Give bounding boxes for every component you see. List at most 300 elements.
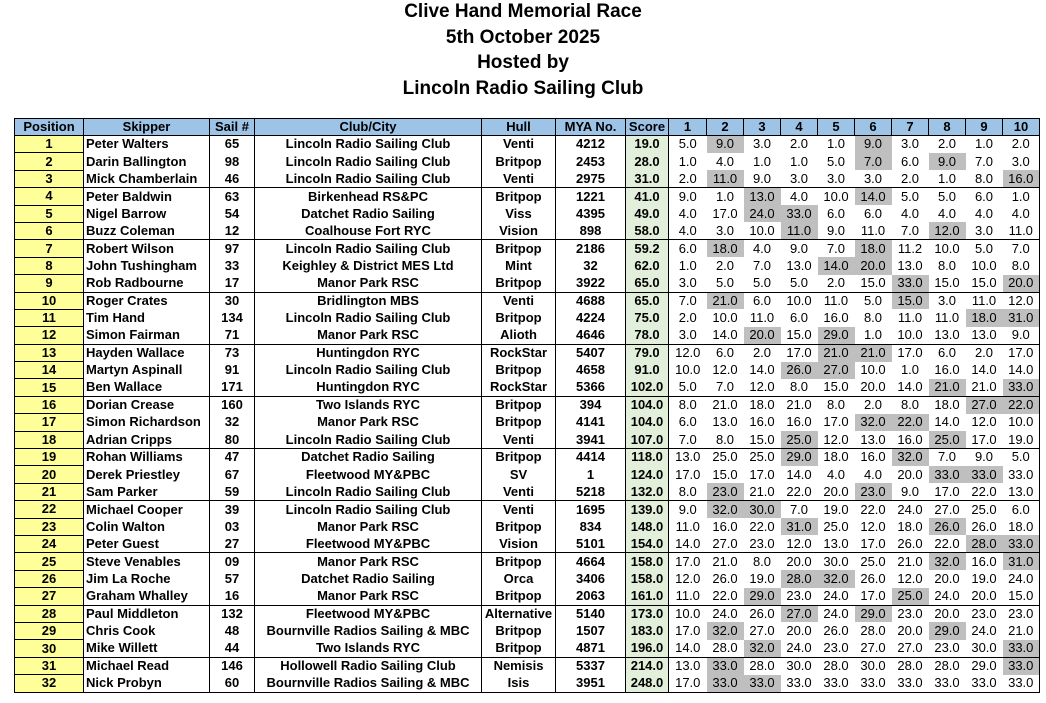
race-8-cell: 21.0 [929, 379, 966, 396]
race-7-cell: 1.0 [900, 362, 920, 378]
race-3-cell: 20.0 [744, 327, 781, 344]
table-row [15, 275, 1040, 292]
race-3-cell: 16.0 [749, 414, 775, 430]
hull-cell: Britpop [482, 414, 556, 431]
race-10-cell: 18.0 [1003, 518, 1040, 535]
race-2-cell: 33.0 [707, 657, 744, 674]
race-4-cell: 20.0 [786, 623, 812, 639]
race-8-cell: 10.0 [934, 240, 960, 256]
score-cell: 158.0 [626, 553, 669, 570]
race-6-cell: 26.0 [860, 570, 886, 586]
race-5-cell: 29.0 [818, 327, 855, 344]
hull-cell: Britpop [482, 396, 556, 413]
race-4-cell: 17.0 [786, 345, 812, 361]
race-9-cell: 8.0 [966, 170, 1003, 187]
race-6-cell: 28.0 [860, 623, 886, 639]
race-4-cell: 15.0 [781, 327, 818, 344]
table-row [15, 518, 1040, 535]
score-cell: 65.0 [626, 275, 669, 292]
table-row [15, 449, 1040, 466]
race-2-cell: 32.0 [707, 622, 744, 639]
race-2-cell: 26.0 [712, 570, 738, 586]
score-cell: 161.0 [626, 588, 669, 605]
race-4-cell: 3.0 [781, 170, 818, 187]
skipper-cell: Chris Cook [84, 622, 210, 639]
race-5-cell: 17.0 [823, 414, 849, 430]
race-5-cell: 14.0 [818, 257, 855, 274]
sail-cell: 73 [210, 344, 255, 361]
table-row [15, 570, 1040, 587]
mya-cell: 1507 [556, 622, 626, 639]
race-5-cell: 12.0 [818, 431, 855, 448]
score-cell: 173.0 [626, 605, 669, 622]
race-6-cell: 11.0 [855, 222, 892, 239]
hull-cell: Venti [482, 501, 556, 518]
race-2-cell: 10.0 [712, 310, 738, 326]
race-10-cell: 6.0 [1003, 501, 1040, 518]
race-1-cell: 5.0 [669, 379, 707, 396]
race-9-cell: 4.0 [974, 205, 994, 221]
skipper-cell: Nigel Barrow [84, 205, 210, 222]
race-9-cell: 22.0 [966, 483, 1003, 500]
race-6-cell: 21.0 [855, 344, 892, 361]
race-4-cell: 30.0 [786, 658, 812, 674]
hull-cell: Vision [482, 222, 556, 239]
race-8-cell: 33.0 [929, 675, 966, 692]
race-3-cell: 9.0 [744, 170, 781, 187]
table-row [15, 466, 1040, 483]
race-1-cell: 3.0 [669, 327, 707, 344]
mya-cell: 4871 [556, 640, 626, 657]
race-6-cell: 18.0 [855, 240, 892, 257]
club-cell: Lincoln Radio Sailing Club [255, 240, 482, 257]
hull-cell: Britpop [482, 153, 556, 170]
race-6-cell: 20.0 [855, 379, 892, 396]
race-4-cell: 9.0 [789, 240, 809, 256]
race-9-cell: 6.0 [974, 188, 994, 204]
race-10-cell: 24.0 [1003, 570, 1040, 587]
race-6-cell: 7.0 [855, 153, 892, 170]
hull-cell: Alioth [482, 327, 556, 344]
skipper-cell: Simon Richardson [84, 414, 210, 431]
race-1-cell: 2.0 [669, 170, 707, 187]
race-8-cell: 33.0 [929, 466, 966, 483]
race-7-cell: 13.0 [897, 257, 923, 273]
skipper-cell: Buzz Coleman [84, 222, 210, 239]
race-4-cell: 2.0 [789, 136, 809, 152]
header-race-10: 10 [1003, 119, 1040, 136]
score-cell: 196.0 [626, 640, 669, 657]
race-10-cell: 13.0 [1003, 483, 1040, 500]
race-2-cell: 21.0 [712, 553, 738, 569]
score-cell: 183.0 [626, 622, 669, 639]
skipper-cell: Peter Baldwin [84, 188, 210, 205]
race-5-cell: 9.0 [818, 222, 855, 239]
mya-cell: 4658 [556, 362, 626, 379]
score-cell: 154.0 [626, 535, 669, 552]
sail-cell: 134 [210, 309, 255, 326]
race-10-cell: 3.0 [1003, 153, 1040, 170]
race-9-cell: 33.0 [966, 675, 1003, 692]
header-race-5: 5 [818, 119, 855, 136]
race-5-cell: 32.0 [818, 570, 855, 587]
race-3-cell: 12.0 [744, 379, 781, 396]
race-4-cell: 26.0 [781, 362, 818, 379]
club-cell: Fleetwood MY&PBC [255, 466, 482, 483]
score-cell: 59.2 [626, 240, 669, 257]
position-cell: 32 [15, 675, 84, 692]
position-cell: 26 [15, 570, 84, 587]
mya-cell: 4646 [556, 327, 626, 344]
skipper-cell: Martyn Aspinall [84, 362, 210, 379]
hull-cell: Britpop [482, 275, 556, 292]
score-cell: 31.0 [626, 170, 669, 187]
mya-cell: 1 [556, 466, 626, 483]
position-cell: 25 [15, 553, 84, 570]
race-5-cell: 23.0 [818, 640, 855, 657]
mya-cell: 4664 [556, 553, 626, 570]
race-9-cell: 10.0 [971, 257, 997, 273]
race-1-cell: 14.0 [669, 640, 707, 657]
club-cell: Manor Park RSC [255, 553, 482, 570]
score-cell: 124.0 [626, 466, 669, 483]
table-row [15, 153, 1040, 170]
sail-cell: 160 [210, 396, 255, 413]
race-1-cell: 7.0 [678, 292, 697, 308]
score-cell: 158.0 [626, 570, 669, 587]
race-4-cell: 16.0 [786, 414, 812, 430]
skipper-cell: Sam Parker [84, 483, 210, 500]
race-7-cell: 18.0 [897, 518, 923, 534]
table-row [15, 553, 1040, 570]
race-8-cell: 23.0 [929, 640, 966, 657]
table-row [15, 588, 1040, 605]
race-4-cell: 27.0 [781, 605, 818, 622]
hull-cell: Isis [482, 675, 556, 692]
club-cell: Keighley & District MES Ltd [255, 257, 482, 274]
race-7-cell: 14.0 [892, 379, 929, 396]
race-7-cell: 20.0 [897, 466, 923, 482]
race-7-cell: 8.0 [900, 397, 920, 413]
skipper-cell: Rohan Williams [84, 449, 210, 466]
club-cell: Birkenhead RS&PC [255, 188, 482, 205]
sail-cell: 17 [210, 275, 255, 292]
club-cell: Manor Park RSC [255, 327, 482, 344]
score-cell: 132.0 [626, 483, 669, 500]
race-6-cell: 15.0 [855, 275, 892, 292]
race-7-cell: 20.0 [897, 623, 923, 639]
race-3-cell: 30.0 [744, 501, 781, 518]
race-7-cell: 5.0 [900, 188, 920, 204]
club-cell: Datchet Radio Sailing [255, 570, 482, 587]
sail-cell: 63 [210, 188, 255, 205]
race-6-cell: 17.0 [855, 535, 892, 552]
position-cell: 24 [15, 535, 84, 552]
sail-cell: 60 [210, 675, 255, 692]
mya-cell: 4414 [556, 449, 626, 466]
club-cell: Lincoln Radio Sailing Club [255, 309, 482, 326]
race-10-cell: 10.0 [1003, 414, 1040, 431]
mya-cell: 3941 [556, 431, 626, 448]
race-1-cell: 4.0 [678, 205, 697, 221]
race-8-cell: 1.0 [929, 170, 966, 187]
race-7-cell: 7.0 [892, 222, 929, 239]
hull-cell: Vision [482, 535, 556, 552]
position-cell: 3 [15, 170, 84, 187]
race-5-cell: 30.0 [823, 553, 849, 569]
race-3-cell: 27.0 [749, 623, 775, 639]
race-10-cell: 14.0 [1003, 362, 1040, 379]
race-2-cell: 7.0 [707, 379, 744, 396]
race-4-cell: 1.0 [789, 153, 809, 169]
score-cell: 139.0 [626, 501, 669, 518]
mya-cell: 1221 [556, 188, 626, 205]
race-9-cell: 33.0 [966, 466, 1003, 483]
score-cell: 102.0 [626, 379, 669, 396]
score-cell: 75.0 [626, 309, 669, 326]
mya-cell: 834 [556, 518, 626, 535]
position-cell: 11 [15, 309, 84, 326]
race-2-cell: 33.0 [707, 675, 744, 692]
race-4-cell: 29.0 [781, 449, 818, 466]
race-2-cell: 27.0 [707, 535, 744, 552]
club-cell: Lincoln Radio Sailing Club [255, 483, 482, 500]
race-5-cell: 21.0 [818, 344, 855, 361]
title-line-2: 5th October 2025 [445, 26, 601, 48]
race-9-cell: 14.0 [971, 362, 997, 378]
hull-cell: Britpop [482, 449, 556, 466]
table-row [15, 257, 1040, 274]
race-5-cell: 28.0 [823, 658, 849, 674]
skipper-cell: Adrian Cripps [84, 431, 210, 448]
mya-cell: 5140 [556, 605, 626, 622]
race-8-cell: 8.0 [937, 257, 957, 273]
race-6-cell: 30.0 [860, 658, 886, 674]
position-cell: 4 [15, 188, 84, 205]
position-cell: 30 [15, 640, 84, 657]
hull-cell: Britpop [482, 240, 556, 257]
race-3-cell: 21.0 [744, 483, 781, 500]
sail-cell: 47 [210, 449, 255, 466]
sail-cell: 132 [210, 605, 255, 622]
race-5-cell: 11.0 [823, 292, 849, 308]
race-9-cell: 25.0 [971, 501, 997, 517]
race-8-cell: 24.0 [929, 588, 966, 605]
race-5-cell: 20.0 [818, 483, 855, 500]
race-10-cell: 2.0 [1003, 136, 1040, 153]
race-9-cell: 27.0 [966, 396, 1003, 413]
race-5-cell: 24.0 [823, 605, 849, 621]
race-2-cell: 12.0 [712, 362, 738, 378]
skipper-cell: Michael Read [84, 657, 210, 674]
skipper-cell: Steve Venables [84, 553, 210, 570]
race-6-cell: 27.0 [855, 640, 892, 657]
race-6-cell: 32.0 [855, 414, 892, 431]
race-8-cell: 26.0 [929, 518, 966, 535]
race-1-cell: 6.0 [678, 240, 697, 256]
club-cell: Datchet Radio Sailing [255, 449, 482, 466]
race-4-cell: 31.0 [781, 518, 818, 535]
race-10-cell: 12.0 [1003, 292, 1040, 309]
race-1-cell: 9.0 [678, 188, 697, 204]
race-6-cell: 5.0 [863, 292, 883, 308]
mya-cell: 2453 [556, 153, 626, 170]
sail-cell: 80 [210, 431, 255, 448]
mya-cell: 5101 [556, 535, 626, 552]
race-8-cell: 20.0 [934, 605, 960, 621]
score-cell: 19.0 [626, 136, 669, 153]
race-3-cell: 17.0 [749, 466, 775, 482]
table-row [15, 362, 1040, 379]
skipper-cell: Michael Cooper [84, 501, 210, 518]
race-2-cell: 13.0 [712, 414, 738, 430]
position-cell: 16 [15, 396, 84, 413]
table-row [15, 605, 1040, 622]
title-line-3: Hosted by [477, 52, 569, 73]
score-cell: 104.0 [626, 414, 669, 431]
table-row [15, 431, 1040, 448]
race-2-cell: 4.0 [715, 153, 735, 169]
position-cell: 8 [15, 257, 84, 274]
skipper-cell: Simon Fairman [84, 327, 210, 344]
club-cell: Manor Park RSC [255, 275, 482, 292]
mya-cell: 4212 [556, 136, 626, 153]
header-sail: Sail # [210, 119, 255, 136]
race-2-cell: 14.0 [707, 327, 744, 344]
race-5-cell: 18.0 [823, 449, 849, 465]
score-cell: 65.0 [626, 292, 669, 309]
race-2-cell: 17.0 [712, 205, 738, 221]
race-1-cell: 9.0 [678, 501, 697, 517]
race-6-cell: 2.0 [863, 397, 883, 413]
club-cell: Lincoln Radio Sailing Club [255, 153, 482, 170]
race-5-cell: 2.0 [818, 275, 855, 292]
race-8-cell: 3.0 [937, 292, 957, 308]
race-8-cell: 22.0 [929, 535, 966, 552]
race-6-cell: 16.0 [860, 449, 886, 465]
sail-cell: 171 [210, 379, 255, 396]
race-4-cell: 28.0 [781, 570, 818, 587]
race-8-cell: 18.0 [934, 397, 960, 413]
race-2-cell: 28.0 [707, 640, 744, 657]
skipper-cell: Colin Walton [84, 518, 210, 535]
race-10-cell: 33.0 [1003, 657, 1040, 674]
race-4-cell: 5.0 [781, 275, 818, 292]
race-8-cell: 27.0 [934, 501, 960, 517]
race-9-cell: 12.0 [971, 414, 997, 430]
sail-cell: 65 [210, 136, 255, 153]
table-row [15, 136, 1040, 153]
race-2-cell: 32.0 [707, 501, 744, 518]
race-3-cell: 5.0 [744, 275, 781, 292]
race-2-cell: 25.0 [712, 449, 738, 465]
race-2-cell: 21.0 [712, 397, 738, 413]
skipper-cell: Dorian Crease [84, 396, 210, 413]
position-cell: 5 [15, 205, 84, 222]
race-8-cell: 20.0 [934, 570, 960, 586]
race-8-cell: 28.0 [934, 658, 960, 674]
race-10-cell: 17.0 [1003, 344, 1040, 361]
score-cell: 41.0 [626, 188, 669, 205]
club-cell: Bournville Radios Sailing & MBC [255, 675, 482, 692]
race-10-cell: 19.0 [1003, 431, 1040, 448]
race-6-cell: 14.0 [855, 188, 892, 205]
race-1-cell: 14.0 [669, 535, 707, 552]
race-7-cell: 11.0 [897, 310, 923, 326]
race-2-cell: 3.0 [707, 222, 744, 239]
hull-cell: Britpop [482, 588, 556, 605]
race-2-cell: 1.0 [715, 188, 735, 204]
table-row [15, 309, 1040, 326]
position-cell: 21 [15, 483, 84, 500]
table-row [15, 396, 1040, 413]
header-row [15, 119, 1040, 136]
race-3-cell: 10.0 [744, 222, 781, 239]
club-cell: Huntingdon RYC [255, 344, 482, 361]
race-8-cell: 15.0 [929, 275, 966, 292]
race-9-cell: 30.0 [966, 640, 1003, 657]
race-1-cell: 12.0 [675, 570, 701, 586]
race-5-cell: 19.0 [823, 501, 849, 517]
race-3-cell: 19.0 [749, 570, 775, 586]
title-block [0, 0, 1046, 101]
race-6-cell: 6.0 [863, 205, 883, 221]
hull-cell: Britpop [482, 309, 556, 326]
race-4-cell: 21.0 [786, 397, 812, 413]
race-2-cell: 6.0 [715, 345, 735, 361]
race-1-cell: 1.0 [678, 153, 697, 169]
race-4-cell: 12.0 [781, 535, 818, 552]
race-10-cell: 22.0 [1003, 396, 1040, 413]
race-4-cell: 6.0 [789, 310, 809, 326]
score-cell: 118.0 [626, 449, 669, 466]
skipper-cell: Derek Priestley [84, 466, 210, 483]
position-cell: 14 [15, 362, 84, 379]
race-7-cell: 21.0 [897, 553, 923, 569]
sail-cell: 91 [210, 362, 255, 379]
position-cell: 17 [15, 414, 84, 431]
table-row [15, 188, 1040, 205]
race-1-cell: 2.0 [678, 310, 697, 326]
race-9-cell: 3.0 [966, 222, 1003, 239]
mya-cell: 3951 [556, 675, 626, 692]
race-3-cell: 13.0 [744, 188, 781, 205]
race-7-cell: 24.0 [897, 501, 923, 517]
position-cell: 23 [15, 518, 84, 535]
position-cell: 19 [15, 449, 84, 466]
race-3-cell: 11.0 [749, 310, 775, 326]
mya-cell: 2063 [556, 588, 626, 605]
club-cell: Two Islands RYC [255, 396, 482, 413]
race-6-cell: 3.0 [855, 170, 892, 187]
table-row [15, 170, 1040, 187]
race-1-cell: 8.0 [678, 397, 697, 413]
score-cell: 79.0 [626, 344, 669, 361]
race-9-cell: 29.0 [971, 658, 997, 674]
header-race-1: 1 [669, 119, 707, 136]
position-cell: 13 [15, 344, 84, 361]
club-cell: Lincoln Radio Sailing Club [255, 362, 482, 379]
race-1-cell: 17.0 [669, 675, 707, 692]
hull-cell: Venti [482, 431, 556, 448]
race-10-cell: 16.0 [1003, 170, 1040, 187]
score-cell: 58.0 [626, 222, 669, 239]
score-cell: 104.0 [626, 396, 669, 413]
race-4-cell: 14.0 [786, 466, 812, 482]
position-cell: 31 [15, 657, 84, 674]
hull-cell: Britpop [482, 362, 556, 379]
race-3-cell: 32.0 [744, 640, 781, 657]
